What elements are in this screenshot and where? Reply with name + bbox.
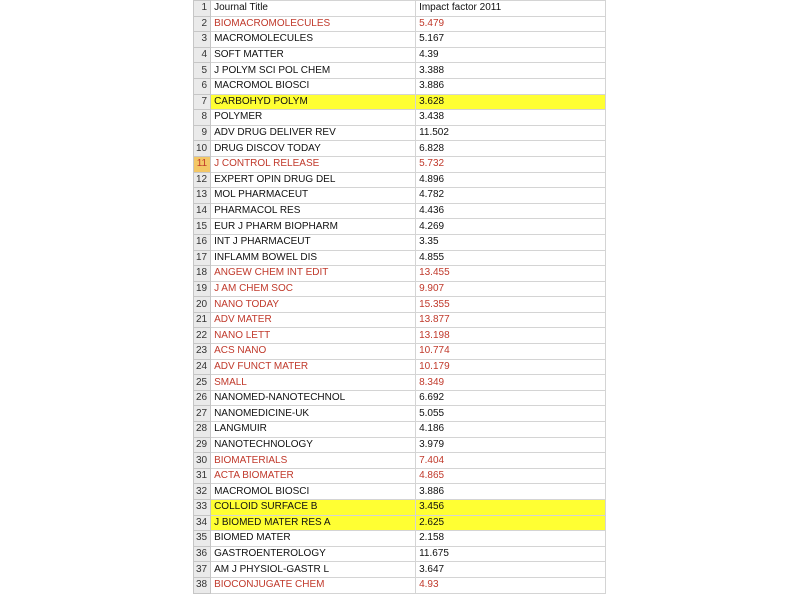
impact-factor-cell[interactable]: 6.828 [416, 141, 606, 157]
impact-factor-cell[interactable]: 8.349 [416, 375, 606, 391]
row-number[interactable]: 15 [194, 219, 211, 235]
table-row [194, 172, 606, 188]
journal-title-cell[interactable]: SMALL [211, 375, 416, 391]
row-number[interactable]: 13 [194, 188, 211, 204]
row-number[interactable]: 20 [194, 297, 211, 313]
impact-factor-cell[interactable]: 7.404 [416, 453, 606, 469]
impact-factor-cell[interactable]: 13.877 [416, 312, 606, 328]
journal-title-cell[interactable]: BIOMATERIALS [211, 453, 416, 469]
table-row [194, 546, 606, 562]
journal-title-cell[interactable]: CARBOHYD POLYM [211, 94, 416, 110]
journal-title-cell[interactable]: MACROMOLECULES [211, 32, 416, 48]
table-row [194, 468, 606, 484]
journal-title-cell[interactable]: J AM CHEM SOC [211, 281, 416, 297]
table-row [194, 422, 606, 438]
row-number[interactable]: 33 [194, 500, 211, 516]
impact-factor-cell[interactable]: 4.186 [416, 422, 606, 438]
impact-factor-cell[interactable]: 4.93 [416, 577, 606, 593]
row-number[interactable]: 1 [194, 1, 211, 17]
row-number[interactable]: 18 [194, 266, 211, 282]
journal-title-cell[interactable]: EXPERT OPIN DRUG DEL [211, 172, 416, 188]
journal-title-cell[interactable]: BIOMACROMOLECULES [211, 16, 416, 32]
row-number[interactable]: 37 [194, 562, 211, 578]
journal-title-cell[interactable]: MACROMOL BIOSCI [211, 484, 416, 500]
column-header-journal-title[interactable]: Journal Title [211, 1, 416, 17]
impact-factor-cell[interactable]: 15.355 [416, 297, 606, 313]
row-number[interactable]: 31 [194, 468, 211, 484]
table-row [194, 453, 606, 469]
journal-title-cell[interactable]: PHARMACOL RES [211, 203, 416, 219]
table-row [194, 156, 606, 172]
table-row [194, 78, 606, 94]
row-number[interactable]: 5 [194, 63, 211, 79]
table-row [194, 281, 606, 297]
impact-factor-cell[interactable]: 4.39 [416, 47, 606, 63]
impact-factor-cell[interactable]: 3.886 [416, 484, 606, 500]
table-row [194, 500, 606, 516]
header-row [194, 1, 606, 17]
row-number[interactable]: 19 [194, 281, 211, 297]
row-number[interactable]: 25 [194, 375, 211, 391]
row-number[interactable]: 17 [194, 250, 211, 266]
impact-factor-cell[interactable]: 10.179 [416, 359, 606, 375]
impact-factor-cell[interactable]: 2.625 [416, 515, 606, 531]
row-number[interactable]: 29 [194, 437, 211, 453]
table-row [194, 406, 606, 422]
journal-title-cell[interactable]: SOFT MATTER [211, 47, 416, 63]
impact-factor-cell[interactable]: 9.907 [416, 281, 606, 297]
journal-title-cell[interactable]: INFLAMM BOWEL DIS [211, 250, 416, 266]
journal-title-cell[interactable]: MOL PHARMACEUT [211, 188, 416, 204]
row-number[interactable]: 38 [194, 577, 211, 593]
table-row [194, 32, 606, 48]
impact-factor-cell[interactable]: 5.479 [416, 16, 606, 32]
row-number[interactable]: 26 [194, 390, 211, 406]
impact-factor-cell[interactable]: 11.502 [416, 125, 606, 141]
table-row [194, 219, 606, 235]
impact-factor-cell[interactable]: 10.774 [416, 344, 606, 360]
impact-factor-cell[interactable]: 5.732 [416, 156, 606, 172]
row-number[interactable]: 11 [194, 156, 211, 172]
table-row [194, 16, 606, 32]
journal-title-cell[interactable]: MACROMOL BIOSCI [211, 78, 416, 94]
journal-title-cell[interactable]: NANO TODAY [211, 297, 416, 313]
journal-title-cell[interactable]: ANGEW CHEM INT EDIT [211, 266, 416, 282]
table-row [194, 437, 606, 453]
journal-title-cell[interactable]: INT J PHARMACEUT [211, 234, 416, 250]
row-number[interactable]: 35 [194, 531, 211, 547]
journal-title-cell[interactable]: ACS NANO [211, 344, 416, 360]
table-row [194, 250, 606, 266]
journal-title-cell[interactable]: ACTA BIOMATER [211, 468, 416, 484]
impact-factor-cell[interactable]: 3.979 [416, 437, 606, 453]
impact-factor-cell[interactable]: 2.158 [416, 531, 606, 547]
table-row [194, 125, 606, 141]
table-row [194, 562, 606, 578]
table-row [194, 297, 606, 313]
impact-factor-cell[interactable]: 4.896 [416, 172, 606, 188]
column-header-impact-factor[interactable]: Impact factor 2011 [416, 1, 606, 17]
row-number[interactable]: 9 [194, 125, 211, 141]
impact-factor-cell[interactable]: 4.782 [416, 188, 606, 204]
row-number[interactable]: 8 [194, 110, 211, 126]
impact-factor-cell[interactable]: 3.647 [416, 562, 606, 578]
impact-factor-cell[interactable]: 4.865 [416, 468, 606, 484]
journal-title-cell[interactable]: LANGMUIR [211, 422, 416, 438]
row-number[interactable]: 22 [194, 328, 211, 344]
row-number[interactable]: 2 [194, 16, 211, 32]
table-row [194, 141, 606, 157]
impact-factor-cell[interactable]: 4.855 [416, 250, 606, 266]
impact-factor-cell[interactable]: 13.455 [416, 266, 606, 282]
table-row [194, 577, 606, 593]
impact-factor-cell[interactable]: 13.198 [416, 328, 606, 344]
row-number[interactable]: 28 [194, 422, 211, 438]
journal-title-cell[interactable]: AM J PHYSIOL-GASTR L [211, 562, 416, 578]
row-number[interactable]: 21 [194, 312, 211, 328]
row-number[interactable]: 30 [194, 453, 211, 469]
table-row [194, 515, 606, 531]
row-number[interactable]: 32 [194, 484, 211, 500]
table-row [194, 203, 606, 219]
row-number[interactable]: 36 [194, 546, 211, 562]
row-number[interactable]: 7 [194, 94, 211, 110]
journal-title-cell[interactable]: ADV MATER [211, 312, 416, 328]
journal-title-cell[interactable]: ADV FUNCT MATER [211, 359, 416, 375]
journal-title-cell[interactable]: J BIOMED MATER RES A [211, 515, 416, 531]
row-number[interactable]: 23 [194, 344, 211, 360]
table-row [194, 266, 606, 282]
journal-title-cell[interactable]: BIOCONJUGATE CHEM [211, 577, 416, 593]
row-number[interactable]: 3 [194, 32, 211, 48]
row-number[interactable]: 27 [194, 406, 211, 422]
table-row [194, 484, 606, 500]
impact-factor-cell[interactable]: 3.886 [416, 78, 606, 94]
impact-factor-cell[interactable]: 5.055 [416, 406, 606, 422]
impact-factor-cell[interactable]: 4.269 [416, 219, 606, 235]
row-number[interactable]: 6 [194, 78, 211, 94]
table-row [194, 375, 606, 391]
table-row [194, 188, 606, 204]
row-number[interactable]: 10 [194, 141, 211, 157]
table-row [194, 312, 606, 328]
row-number[interactable]: 24 [194, 359, 211, 375]
impact-factor-cell[interactable]: 5.167 [416, 32, 606, 48]
journal-title-cell[interactable]: NANOTECHNOLOGY [211, 437, 416, 453]
journal-title-cell[interactable]: COLLOID SURFACE B [211, 500, 416, 516]
impact-factor-cell[interactable]: 3.456 [416, 500, 606, 516]
impact-factor-cell[interactable]: 3.438 [416, 110, 606, 126]
impact-factor-cell[interactable]: 11.675 [416, 546, 606, 562]
row-number[interactable]: 34 [194, 515, 211, 531]
table-row [194, 344, 606, 360]
impact-factor-cell[interactable]: 4.436 [416, 203, 606, 219]
impact-factor-cell[interactable]: 3.35 [416, 234, 606, 250]
spreadsheet-body [194, 1, 606, 594]
table-row [194, 63, 606, 79]
impact-factor-cell[interactable]: 6.692 [416, 390, 606, 406]
journal-title-cell[interactable]: POLYMER [211, 110, 416, 126]
table-row [194, 328, 606, 344]
table-row [194, 47, 606, 63]
table-row [194, 359, 606, 375]
journal-title-cell[interactable]: DRUG DISCOV TODAY [211, 141, 416, 157]
journal-title-cell[interactable]: NANO LETT [211, 328, 416, 344]
journal-title-cell[interactable]: ADV DRUG DELIVER REV [211, 125, 416, 141]
row-number[interactable]: 14 [194, 203, 211, 219]
row-number[interactable]: 16 [194, 234, 211, 250]
journal-title-cell[interactable]: NANOMED-NANOTECHNOL [211, 390, 416, 406]
journal-title-cell[interactable]: BIOMED MATER [211, 531, 416, 547]
row-number[interactable]: 12 [194, 172, 211, 188]
impact-factor-cell[interactable]: 3.628 [416, 94, 606, 110]
journal-title-cell[interactable]: J CONTROL RELEASE [211, 156, 416, 172]
journal-title-cell[interactable]: J POLYM SCI POL CHEM [211, 63, 416, 79]
spreadsheet-table [193, 0, 606, 594]
table-row [194, 94, 606, 110]
row-number[interactable]: 4 [194, 47, 211, 63]
table-row [194, 234, 606, 250]
journal-title-cell[interactable]: NANOMEDICINE-UK [211, 406, 416, 422]
impact-factor-cell[interactable]: 3.388 [416, 63, 606, 79]
journal-title-cell[interactable]: GASTROENTEROLOGY [211, 546, 416, 562]
table-row [194, 110, 606, 126]
table-row [194, 390, 606, 406]
table-row [194, 531, 606, 547]
journal-title-cell[interactable]: EUR J PHARM BIOPHARM [211, 219, 416, 235]
